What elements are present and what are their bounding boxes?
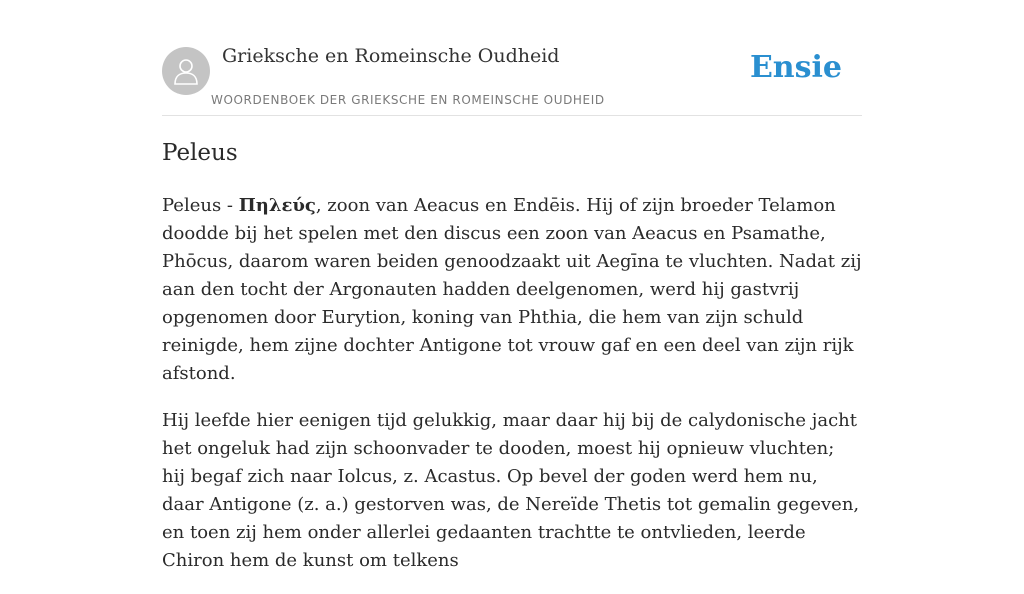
entry-paragraph-2: Hij leefde hier eenigen tijd gelukkig, maar daar hij bij de calydonische jacht het ongeluk had zijn schoonvader te dooden, moest hij opnieuw vluchten; hij begaf zich naar Iolcus, z. Acastus. Op bevel der goden werd hem nu, daar Antigone (z. a.) gestorven was, de Nereïde Thetis tot gemalin gegeven, en toen zij hem onder allerlei gedaanten trachtte te ontvlieden, leerde Chiron hem de kunst om telkens	[162, 410, 860, 571]
source-title[interactable]: Grieksche en Romeinsche Oudheid	[222, 45, 560, 67]
content-container	[162, 0, 862, 571]
entry-paragraph-1	[162, 192, 862, 388]
entry-lead: Peleus -	[162, 195, 239, 216]
source-avatar[interactable]	[162, 47, 210, 95]
user-icon	[173, 57, 199, 85]
entry-greek-name: Πηλεύς	[238, 195, 316, 216]
entry-body	[162, 192, 862, 594]
source-subtitle[interactable]: WOORDENBOEK DER GRIEKSCHE EN ROMEINSCHE OUDHEID	[211, 93, 605, 107]
entry-title: Peleus	[162, 140, 238, 166]
brand-logo-link[interactable]: Ensie	[749, 50, 842, 85]
source-header	[162, 0, 862, 116]
entry-paragraph-1-text: , zoon van Aeacus en Endēis. Hij of zijn broeder Telamon doodde bij het spelen met den discus een zoon van Aeacus en Psamathe, Phōcus, daarom waren beiden genoodzaakt uit Aegīna te vluchten. Nadat zij aan den tocht der Argonauten hadden deelgenomen, werd hij gastvrij opgenomen door Eurytion, koning van Phthia, die hem van zijn schuld reinigde, hem zijne dochter Antigone tot vrouw gaf en een deel van zijn rijk afstond.	[162, 195, 862, 384]
